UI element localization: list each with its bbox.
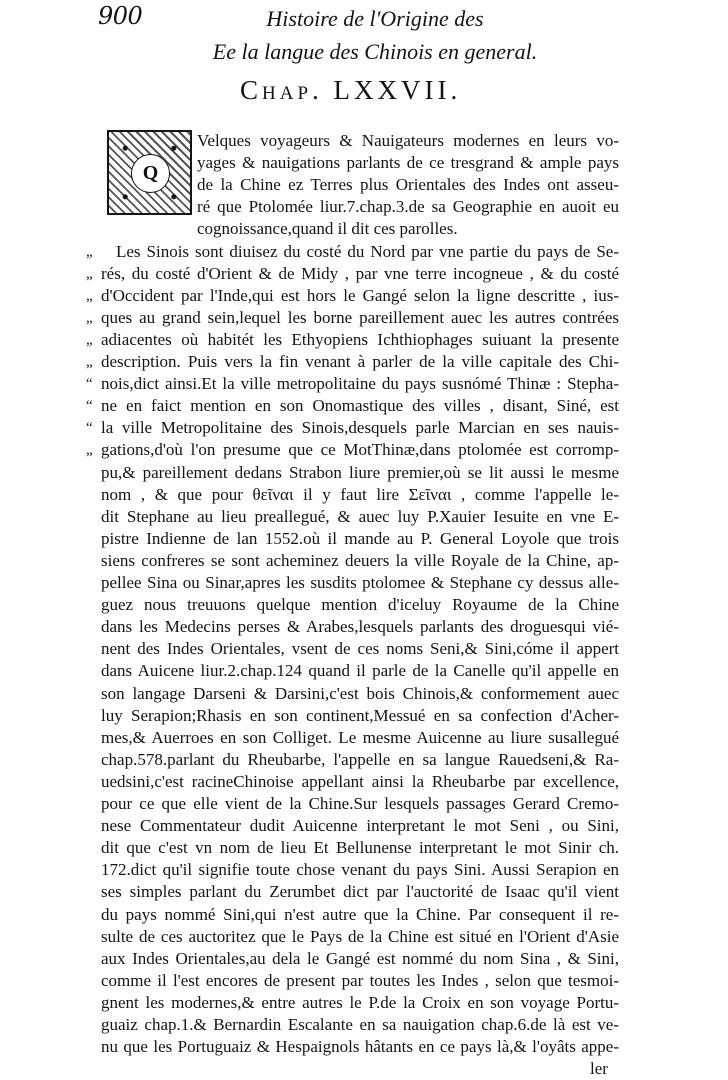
text-line: Les Sinois sont diuisez du costé du Nord par vne partie du pays de Se- bbox=[116, 241, 619, 261]
marginal-quote-mark: „ bbox=[86, 331, 93, 348]
text-line: nu que les Portuguaiz & Hespaignols hâtants en ce pays là,& l'oyâts appe- bbox=[101, 1037, 619, 1057]
marginal-quote-mark: „ bbox=[86, 442, 93, 459]
text-line: pu,& pareillement dedans Strabon liure premier,où se lit aussi le mesme bbox=[101, 462, 619, 482]
text-line: de la Chine ez Terres plus Orientales des Indes ont asseu- bbox=[197, 175, 619, 195]
text-line: nese Commentateur dudit Auicenne interpretant le mot Seni , ou Sini, bbox=[101, 816, 619, 836]
text-line: ses simples parlant du Zerumbet dict par l'auctorité de Isaac qu'il vient bbox=[101, 882, 619, 902]
marginal-quote-mark: „ bbox=[86, 265, 93, 282]
text-line: guez nous treuuons quelque mention d'iceluy Royaume de la Chine bbox=[101, 595, 619, 615]
text-line: ler bbox=[590, 1059, 608, 1079]
text-line: sulte de ces auctoritez que le Pays de la Chine est situé en l'Orient d'Asie bbox=[101, 926, 619, 946]
text-line: adiacentes où habitét les Ethyopiens Ichthiophages suiuant la presente bbox=[101, 329, 619, 349]
text-line: chap.578.parlant du Rheubarbe, l'appelle en sa langue Rauedseni,& Ra- bbox=[101, 749, 619, 769]
text-line: nom , & que pour θεῖναι il y faut lire Σεῖναι , comme l'appelle le- bbox=[101, 484, 619, 504]
text-line: d'Occident par l'Inde,qui est hors le Gangé selon la ligne descritte , ius- bbox=[101, 285, 619, 305]
text-line: description. Puis vers la fin venant à parler de la ville capitale des Chi- bbox=[101, 352, 619, 371]
text-line: guaiz chap.1.& Bernardin Escalante en sa nauigation chap.6.de là est ve- bbox=[101, 1015, 619, 1034]
marginal-quote-mark: “ bbox=[86, 376, 93, 393]
text-line: son langage Darseni & Darsini,c'est bois Chinois,& conformement auec bbox=[101, 683, 619, 703]
marginal-quote-mark: „ bbox=[86, 243, 93, 260]
running-head-line-2: Ee la langue des Chinois en general. bbox=[212, 39, 538, 64]
running-head bbox=[210, 2, 540, 68]
text-line: luy Serapion;Rhasis en son continent,Messué en sa confection d'Acher- bbox=[101, 705, 619, 725]
running-head-line-1: Histoire de l'Origine des bbox=[266, 6, 484, 31]
drop-cap-letter: Q bbox=[131, 154, 170, 193]
text-line: uedsini,c'est racineChinoise appellant ainsi la Rheubarbe par excellence, bbox=[101, 771, 619, 791]
marginal-quote-mark: „ bbox=[86, 287, 93, 304]
marginal-quote-mark: „ bbox=[86, 309, 93, 326]
text-line: pistre Indienne de lan 1552.où il mande au P. General Loyole que trois bbox=[101, 528, 619, 548]
marginal-quote-mark: „ bbox=[86, 354, 93, 370]
page-number: 900 bbox=[98, 2, 143, 30]
text-line: pour ce que elle vient de la Chine.Sur lesquels passages Gerard Cremo- bbox=[101, 794, 619, 813]
text-line: du pays nommé Sini,qui n'est autre que la Chine. Par consequent il re- bbox=[101, 904, 619, 924]
text-line: dans Auicene liur.2.chap.124 quand il parle de la Canelle qu'il appelle en bbox=[101, 661, 619, 681]
text-line: Velques voyageurs & Nauigateurs modernes en leurs vo- bbox=[197, 131, 619, 150]
text-line: gations,d'où l'on presume que ce MotThinæ,dans ptolomée est corromp- bbox=[101, 440, 619, 460]
text-line: 172.dict qu'il signifie toute chose venant du pays Sini. Aussi Serapion en bbox=[101, 860, 619, 880]
chapter-heading: Chap. LXXVII. bbox=[240, 75, 462, 105]
text-line: yages & nauigations parlants de ce tresgrand & ample pays bbox=[197, 153, 619, 173]
marginal-quote-mark: “ bbox=[86, 420, 93, 437]
ornamental-drop-cap-icon bbox=[107, 130, 192, 215]
text-line: gnent les modernes,& entre autres le P.de la Croix en son voyage Portu- bbox=[101, 992, 619, 1012]
text-line: ne en faict mention en son Onomastique des villes , disant, Siné, est bbox=[101, 396, 619, 416]
text-line: nois,dict ainsi.Et la ville metropolitaine du pays susnómé Thinæ : Stepha- bbox=[101, 374, 619, 394]
text-line: ré que Ptolomée liur.7.chap.3.de sa Geographie en auoit eu bbox=[197, 197, 619, 217]
marginal-quote-mark: “ bbox=[86, 398, 93, 415]
text-line: mes,& Auerroes en son Colliget. Le mesme Auicenne au liure susallegué bbox=[101, 727, 619, 747]
text-line: nent des Indes Orientales, vsent de ces noms Seni,& Sini,cóme il appert bbox=[101, 639, 619, 659]
text-line: cognoissance,quand il dit ces parolles. bbox=[197, 219, 458, 239]
text-line: ques au grand sein,lequel les borne pareillement auec les autres contrées bbox=[101, 307, 619, 327]
text-line: dit que c'est vn nom de lieu Et Bellunense interpretant le mot Sinir ch. bbox=[101, 838, 619, 858]
text-line: aux Indes Orientales,au dela le Gangé est nommé du nom Sina , & Sini, bbox=[101, 948, 619, 968]
text-line: pellee Sina ou Sinar,apres les susdits ptolomee & Stephane cy dessus alle- bbox=[101, 573, 619, 592]
text-line: dit Stephane au lieu preallegué, & auec luy P.Xauier Iesuite en vne E- bbox=[101, 506, 619, 526]
text-line: siens confreres se sont acheminez deuers la ville Royale de la Chine, ap- bbox=[101, 550, 619, 570]
text-line: dans les Medecins perses & Arabes,lesquels parlants des droguesqui vié- bbox=[101, 617, 619, 637]
text-line: la ville Metropolitaine des Sinois,desquels parle Marcian en ses nauis- bbox=[101, 418, 619, 438]
text-line: rés, du costé d'Orient & de Midy , par vne terre incogneue , & du costé bbox=[101, 263, 619, 283]
text-line: comme il l'est encores de present par toutes les Indes , selon que tesmoi- bbox=[101, 970, 619, 990]
